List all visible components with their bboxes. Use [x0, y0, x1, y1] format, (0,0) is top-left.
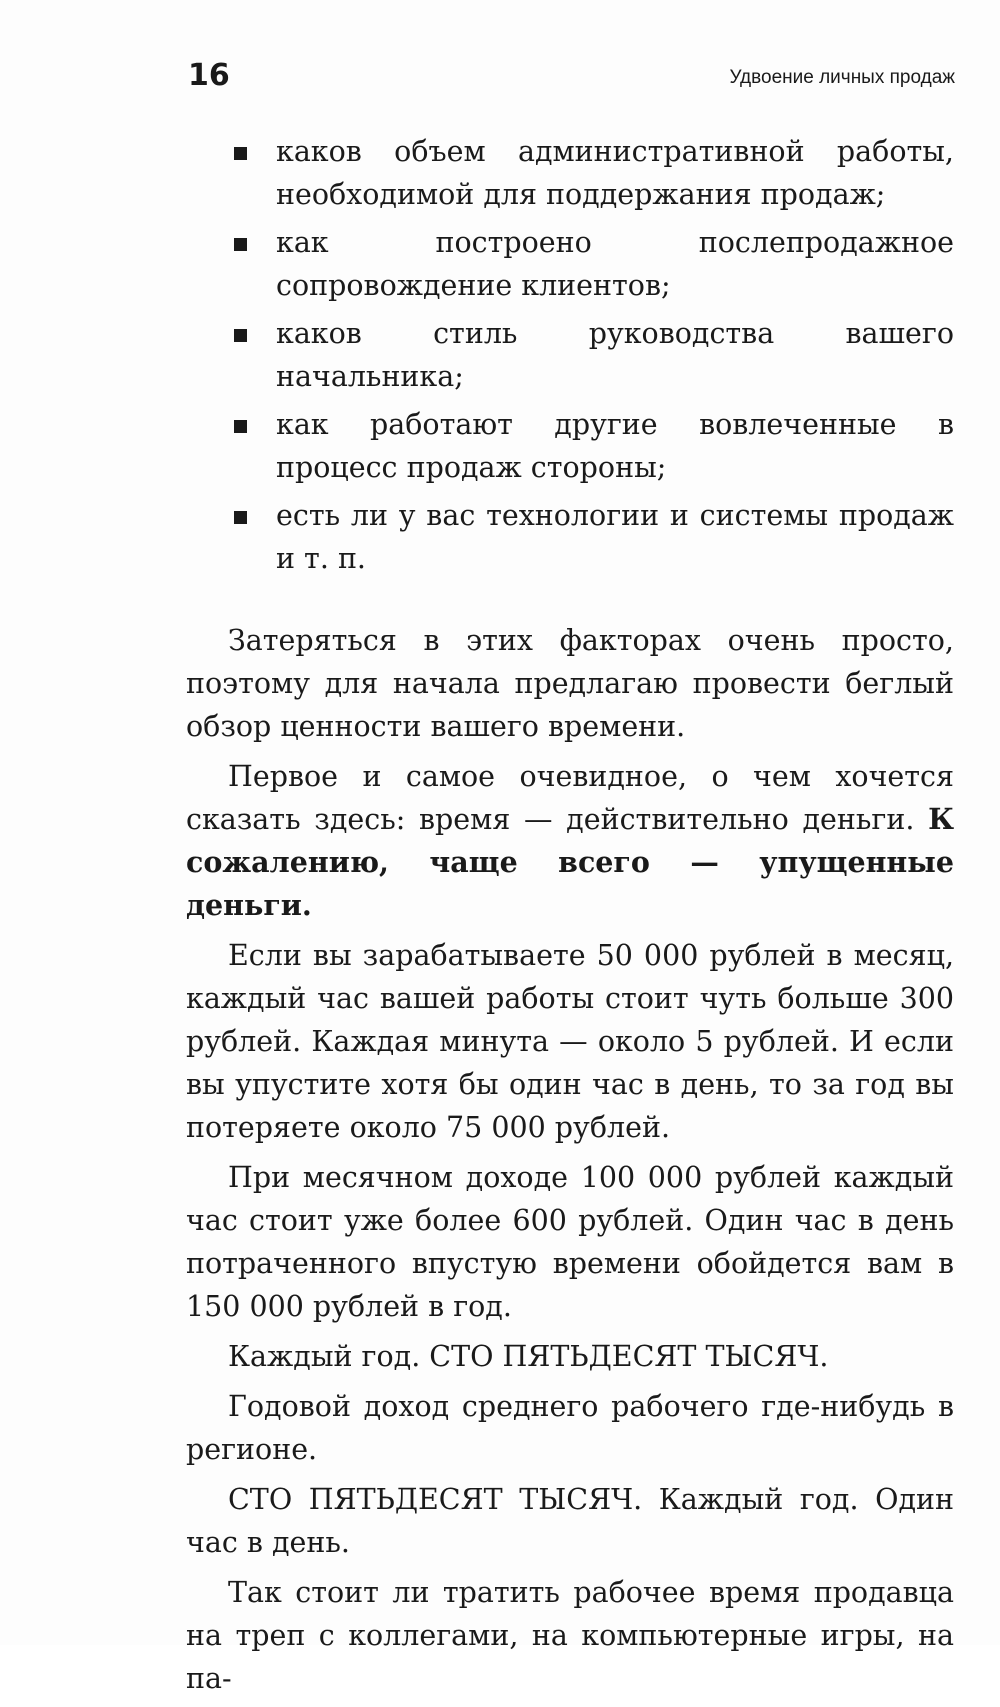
bullet-list	[186, 130, 954, 580]
paragraph	[186, 755, 954, 927]
square-bullet-icon	[234, 147, 247, 160]
paragraph-bold-text: К сожалению, чаще всего — упущенные деньги.	[186, 802, 954, 922]
paragraph: Если вы зарабатываете 50 000 рублей в месяц, каждый час вашей работы стоит чуть больше 300 рублей. Каждая минута — около 5 рублей. И если вы упустите хотя бы один час в день, то за год вы потеряете около 75 000 рублей.	[186, 939, 954, 1144]
running-title: Удвоение личных продаж	[729, 67, 955, 88]
bullet-text: как построено послепродажное сопровождение клиентов;	[276, 226, 954, 302]
bullet-item	[186, 221, 954, 307]
square-bullet-icon	[234, 511, 247, 524]
bullet-item	[186, 130, 954, 216]
bullet-item	[186, 312, 954, 398]
page-body	[186, 130, 954, 1707]
square-bullet-icon	[234, 420, 247, 433]
paragraphs	[186, 619, 954, 1700]
page-number: 16	[188, 58, 230, 93]
bullet-text: есть ли у вас технологии и системы продаж и т. п.	[276, 499, 954, 575]
bullet-item	[186, 494, 954, 580]
paragraph: При месячном доходе 100 000 рублей каждый час стоит уже более 600 рублей. Один час в день потраченного впустую времени обойдется вам в 150 000 рублей в год.	[186, 1161, 954, 1323]
paragraph: Так стоит ли тратить рабочее время продавца на треп с коллегами, на компьютерные игры, на па-	[186, 1576, 954, 1695]
square-bullet-icon	[234, 238, 247, 251]
bullet-text: каков объем административной работы, необходимой для поддержания продаж;	[276, 135, 954, 211]
paragraph-text: Первое и самое очевидное, о чем хочется сказать здесь: время — действительно деньги.	[186, 760, 954, 836]
bullet-text: каков стиль руководства вашего начальника;	[276, 317, 954, 393]
paragraph: СТО ПЯТЬДЕСЯТ ТЫСЯЧ. Каждый год. Один час в день.	[186, 1483, 954, 1559]
paragraph: Годовой доход среднего рабочего где-нибудь в регионе.	[186, 1390, 954, 1466]
paragraph: Затеряться в этих факторах очень просто, поэтому для начала предлагаю провести беглый обзор ценности вашего времени.	[186, 624, 954, 743]
paragraph: Каждый год. СТО ПЯТЬДЕСЯТ ТЫСЯЧ.	[228, 1340, 829, 1373]
bullet-text: как работают другие вовлеченные в процесс продаж стороны;	[276, 408, 954, 484]
bullet-item	[186, 403, 954, 489]
page-header	[188, 58, 955, 98]
square-bullet-icon	[234, 329, 247, 342]
